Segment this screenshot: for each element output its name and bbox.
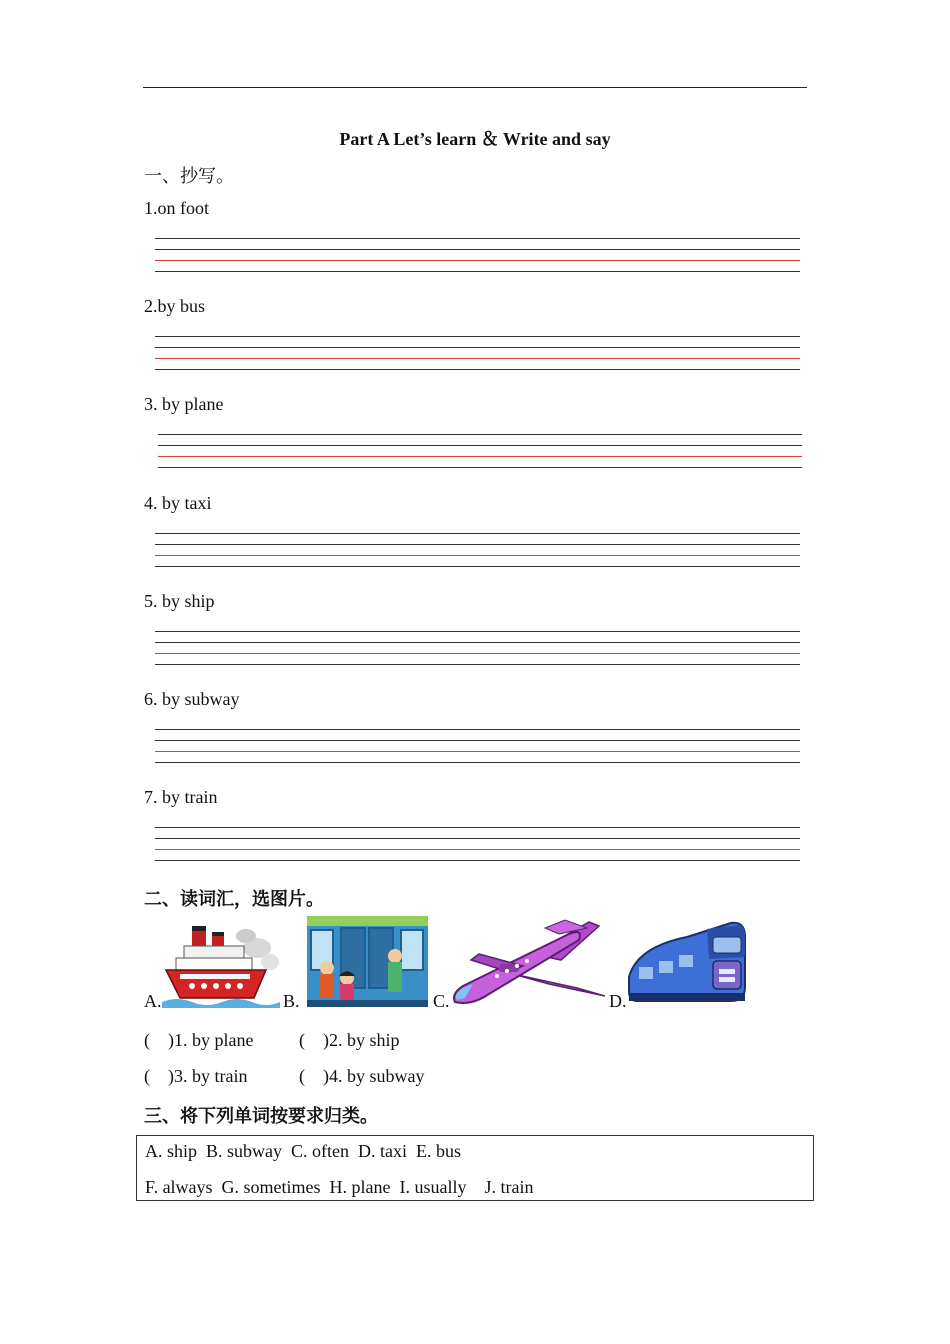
section3-heading: 三、将下列单词按要求归类。 (144, 1106, 378, 1127)
picture-letter-c: C. (433, 991, 450, 1011)
writing-lines-4[interactable] (155, 533, 800, 569)
question-2[interactable]: ( )2. by ship (299, 1030, 400, 1050)
copy-item-7: 7. by train (144, 787, 218, 807)
writing-lines-3[interactable] (158, 434, 802, 470)
writing-lines-7[interactable] (155, 827, 800, 863)
copy-item-4: 4. by taxi (144, 493, 212, 513)
page-title: Part A Let’s learn ＆ Write and say (339, 129, 611, 149)
picture-letter-a: A. (144, 991, 162, 1011)
copy-item-5: 5. by ship (144, 591, 215, 611)
subway-icon (307, 916, 428, 1007)
picture-letter-d: D. (609, 991, 627, 1011)
writing-lines-6[interactable] (155, 729, 800, 765)
section1-heading: 一、抄写。 (144, 166, 234, 187)
writing-lines-2[interactable] (155, 336, 800, 372)
copy-item-3: 3. by plane (144, 394, 224, 414)
header-rule (143, 87, 807, 88)
ship-icon (162, 918, 280, 1008)
plane-icon (449, 914, 605, 1010)
copy-item-2: 2.by bus (144, 296, 206, 316)
word-bank-box (136, 1135, 814, 1201)
picture-letter-b: B. (283, 991, 300, 1011)
train-icon (627, 917, 747, 1005)
writing-lines-5[interactable] (155, 631, 800, 667)
question-1[interactable]: ( )1. by plane (144, 1030, 254, 1050)
section2-heading: 二、读词汇，选图片。 (144, 889, 324, 910)
word-bank-row-2: F. always G. sometimes H. plane I. usually J. train (145, 1177, 534, 1197)
copy-item-1: 1.on foot (144, 198, 209, 218)
question-4[interactable]: ( )4. by subway (299, 1066, 425, 1086)
writing-lines-1[interactable] (155, 238, 800, 274)
question-3[interactable]: ( )3. by train (144, 1066, 248, 1086)
copy-item-6: 6. by subway (144, 689, 240, 709)
word-bank-row-1: A. ship B. subway C. often D. taxi E. bus (145, 1141, 461, 1161)
